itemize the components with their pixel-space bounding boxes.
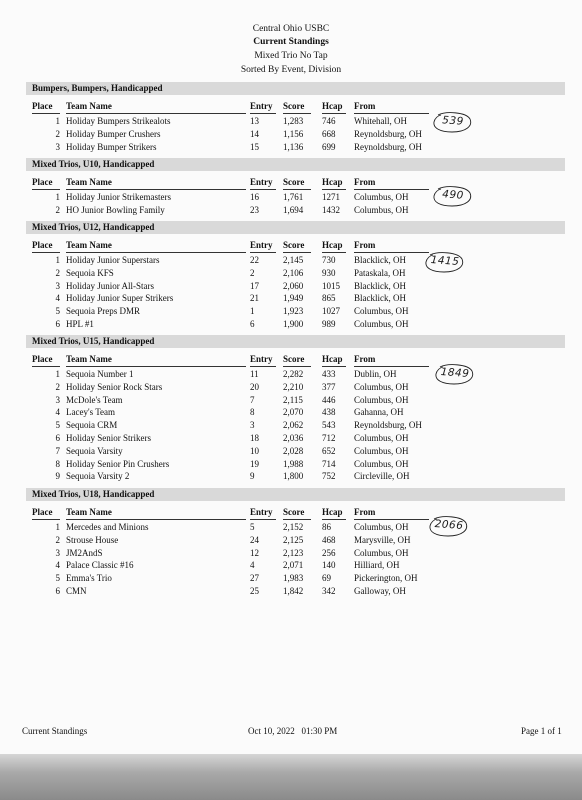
row-hcap: 730: [322, 255, 336, 265]
row-hcap: 652: [322, 445, 336, 456]
row-entry: 15: [250, 141, 259, 152]
col-from: From: [354, 507, 376, 517]
col-score: Score: [283, 354, 305, 364]
row-hcap: 543: [322, 420, 336, 431]
row-place: 4: [55, 560, 60, 571]
row-score: 1,983: [283, 573, 304, 584]
row-score: 1,949: [283, 293, 304, 304]
row-from: Blacklick, OH: [354, 255, 406, 265]
row-hcap: 140: [322, 560, 336, 571]
row-hcap: 668: [322, 128, 336, 139]
row-from: Columbus, OH: [354, 204, 409, 215]
row-entry: 14: [250, 128, 259, 139]
row-from: Circleville, OH: [354, 471, 410, 482]
row-entry: 9: [250, 471, 255, 482]
row-team-name: Sequoia Number 1: [66, 369, 134, 379]
row-place: 1: [55, 192, 60, 202]
column-underline: [66, 252, 246, 253]
section-title: Mixed Trios, U15, Handicapped: [26, 335, 565, 348]
col-entry: Entry: [250, 177, 273, 187]
row-place: 1: [55, 369, 60, 379]
row-hcap: 468: [322, 534, 336, 545]
row-score: 2,106: [283, 267, 304, 278]
handwritten-total: 1415: [430, 254, 460, 268]
row-entry: 20: [250, 381, 259, 392]
column-underline: [322, 366, 346, 367]
row-team-name: Sequoia Varsity 2: [66, 471, 130, 482]
column-underline: [66, 189, 246, 190]
column-underline: [354, 189, 429, 190]
column-underline: [66, 366, 246, 367]
row-hcap: 433: [322, 369, 336, 379]
row-entry: 21: [250, 293, 259, 304]
row-from: Reynoldsburg, OH: [354, 420, 422, 431]
handwritten-total: 539: [441, 114, 465, 128]
column-underline: [322, 519, 346, 520]
row-from: Blacklick, OH: [354, 280, 406, 291]
row-hcap: 1432: [322, 204, 340, 215]
col-entry: Entry: [250, 101, 273, 111]
column-underline: [354, 366, 429, 367]
col-score: Score: [283, 101, 305, 111]
row-team-name: CMN: [66, 586, 87, 596]
row-hcap: 342: [322, 586, 336, 596]
row-entry: 10: [250, 445, 259, 456]
row-place: 5: [55, 306, 60, 317]
row-score: 2,071: [283, 560, 304, 571]
col-entry: Entry: [250, 507, 273, 517]
col-place: Place: [32, 101, 53, 111]
row-team-name: Holiday Junior Strikemasters: [66, 192, 171, 202]
row-team-name: Holiday Bumper Strikers: [66, 141, 157, 152]
footer-datetime: Oct 10, 2022 01:30 PM: [248, 726, 338, 736]
scanner-edge: [0, 754, 582, 800]
row-place: 9: [55, 471, 60, 482]
handwritten-total: 2066: [434, 518, 464, 532]
row-team-name: Sequoia CRM: [66, 420, 118, 431]
column-underline: [354, 252, 429, 253]
column-underline: [250, 519, 276, 520]
section-title: Mixed Trios, U10, Handicapped: [26, 158, 565, 171]
col-hcap: Hcap: [322, 507, 343, 517]
row-hcap: 989: [322, 319, 336, 329]
row-team-name: Sequoia Preps DMR: [66, 306, 140, 317]
col-score: Score: [283, 507, 305, 517]
column-underline: [32, 519, 60, 520]
row-team-name: HPL #1: [66, 319, 94, 329]
row-place: 6: [55, 319, 60, 329]
row-score: 2,282: [283, 369, 304, 379]
row-hcap: 1271: [322, 192, 340, 202]
row-hcap: 1015: [322, 280, 340, 291]
row-score: 2,152: [283, 522, 304, 532]
row-score: 2,060: [283, 280, 304, 291]
row-place: 5: [55, 573, 60, 584]
handwritten-note: [432, 186, 472, 208]
col-score: Score: [283, 240, 305, 250]
section-title: Bumpers, Bumpers, Handicapped: [26, 82, 565, 95]
row-place: 1: [55, 255, 60, 265]
org-name: Central Ohio USBC: [252, 24, 330, 34]
row-place: 5: [55, 420, 60, 431]
row-hcap: 256: [322, 547, 336, 558]
column-underline: [283, 252, 311, 253]
column-underline: [283, 366, 311, 367]
row-hcap: 699: [322, 141, 336, 152]
row-team-name: Holiday Senior Strikers: [66, 433, 151, 443]
row-place: 3: [55, 394, 60, 405]
col-from: From: [354, 240, 376, 250]
row-score: 2,070: [283, 407, 304, 418]
row-place: 2: [55, 267, 60, 278]
column-underline: [250, 366, 276, 367]
row-entry: 8: [250, 407, 255, 418]
column-underline: [66, 519, 246, 520]
handwritten-note: [434, 364, 474, 386]
column-underline: [322, 252, 346, 253]
row-hcap: 69: [322, 573, 331, 584]
column-underline: [283, 189, 311, 190]
row-from: Reynoldsburg, OH: [354, 141, 422, 152]
row-from: Pataskala, OH: [354, 267, 406, 278]
row-team-name: Palace Classic #16: [66, 560, 134, 571]
col-place: Place: [32, 507, 53, 517]
row-team-name: Sequoia KFS: [66, 267, 114, 278]
row-from: Whitehall, OH: [354, 116, 407, 126]
sort-order: Sorted By Event, Division: [240, 65, 342, 75]
report-subtitle: Mixed Trio No Tap: [254, 51, 328, 61]
row-entry: 11: [250, 369, 259, 379]
row-entry: 22: [250, 255, 259, 265]
row-team-name: JM2AndS: [66, 547, 103, 558]
col-team-name: Team Name: [66, 507, 112, 517]
row-entry: 24: [250, 534, 259, 545]
row-from: Columbus, OH: [354, 433, 409, 443]
row-from: Columbus, OH: [354, 394, 409, 405]
row-entry: 3: [250, 420, 255, 431]
row-hcap: 446: [322, 394, 336, 405]
row-place: 1: [55, 522, 60, 532]
row-score: 1,900: [283, 319, 304, 329]
row-team-name: Holiday Junior Super Strikers: [66, 293, 174, 304]
footer-page: Page 1 of 1: [521, 726, 562, 736]
row-hcap: 712: [322, 433, 336, 443]
row-hcap: 746: [322, 116, 336, 126]
row-place: 2: [55, 204, 60, 215]
row-score: 2,145: [283, 255, 304, 265]
column-underline: [250, 113, 276, 114]
column-underline: [322, 113, 346, 114]
row-from: Dublin, OH: [354, 369, 397, 379]
row-score: 1,988: [283, 458, 304, 469]
row-place: 1: [55, 116, 60, 126]
row-place: 4: [55, 407, 60, 418]
column-underline: [354, 113, 429, 114]
row-from: Columbus, OH: [354, 522, 409, 532]
row-entry: 7: [250, 394, 255, 405]
column-underline: [32, 252, 60, 253]
row-from: Columbus, OH: [354, 445, 409, 456]
section-title: Mixed Trios, U18, Handicapped: [26, 488, 565, 501]
row-team-name: McDole's Team: [66, 394, 123, 405]
row-entry: 25: [250, 586, 259, 596]
row-team-name: Holiday Senior Rock Stars: [66, 381, 163, 392]
row-place: 3: [55, 280, 60, 291]
column-underline: [283, 519, 311, 520]
col-place: Place: [32, 354, 53, 364]
row-from: Hilliard, OH: [354, 560, 400, 571]
row-place: 2: [55, 534, 60, 545]
col-hcap: Hcap: [322, 177, 343, 187]
column-underline: [322, 189, 346, 190]
row-team-name: Holiday Junior Superstars: [66, 255, 160, 265]
row-entry: 27: [250, 573, 259, 584]
column-underline: [283, 113, 311, 114]
column-underline: [32, 189, 60, 190]
row-place: 8: [55, 458, 60, 469]
col-team-name: Team Name: [66, 354, 112, 364]
row-hcap: 714: [322, 458, 336, 469]
row-score: 2,028: [283, 445, 304, 456]
row-from: Marysville, OH: [354, 534, 411, 545]
handwritten-note: [428, 516, 468, 538]
col-from: From: [354, 177, 376, 187]
col-from: From: [354, 101, 376, 111]
row-entry: 23: [250, 204, 259, 215]
row-entry: 12: [250, 547, 259, 558]
row-score: 2,123: [283, 547, 304, 558]
row-from: Columbus, OH: [354, 547, 409, 558]
row-from: Galloway, OH: [354, 586, 406, 596]
row-place: 6: [55, 586, 60, 596]
column-underline: [250, 189, 276, 190]
column-underline: [66, 113, 246, 114]
col-score: Score: [283, 177, 305, 187]
row-from: Columbus, OH: [354, 381, 409, 392]
row-place: 7: [55, 445, 60, 456]
row-score: 2,062: [283, 420, 304, 431]
column-underline: [32, 113, 60, 114]
row-place: 2: [55, 381, 60, 392]
row-team-name: Mercedes and Minions: [66, 522, 149, 532]
row-place: 2: [55, 128, 60, 139]
row-entry: 1: [250, 306, 255, 317]
row-entry: 5: [250, 522, 255, 532]
row-hcap: 865: [322, 293, 336, 304]
row-score: 2,210: [283, 381, 304, 392]
row-score: 1,842: [283, 586, 304, 596]
section-title: Mixed Trios, U12, Handicapped: [26, 221, 565, 234]
row-hcap: 377: [322, 381, 336, 392]
column-underline: [32, 366, 60, 367]
row-hcap: 930: [322, 267, 336, 278]
col-team-name: Team Name: [66, 177, 112, 187]
row-from: Columbus, OH: [354, 306, 409, 317]
row-hcap: 752: [322, 471, 336, 482]
row-entry: 19: [250, 458, 259, 469]
row-from: Reynoldsburg, OH: [354, 128, 422, 139]
col-hcap: Hcap: [322, 354, 343, 364]
row-from: Columbus, OH: [354, 319, 409, 329]
row-score: 2,125: [283, 534, 304, 545]
column-underline: [250, 252, 276, 253]
row-place: 3: [55, 547, 60, 558]
row-team-name: Holiday Junior All-Stars: [66, 280, 154, 291]
row-score: 1,136: [283, 141, 304, 152]
row-team-name: Sequoia Varsity: [66, 445, 123, 456]
row-team-name: Holiday Bumpers Strikealots: [66, 116, 171, 126]
row-score: 2,115: [283, 394, 303, 405]
row-score: 1,283: [283, 116, 304, 126]
col-entry: Entry: [250, 240, 273, 250]
row-place: 6: [55, 433, 60, 443]
row-from: Gahanna, OH: [354, 407, 404, 418]
row-team-name: HO Junior Bowling Family: [66, 204, 165, 215]
col-hcap: Hcap: [322, 240, 343, 250]
row-score: 1,800: [283, 471, 304, 482]
row-team-name: Strouse House: [66, 534, 119, 545]
report-title: Current Standings: [253, 37, 329, 47]
handwritten-note: [432, 112, 472, 134]
row-entry: 4: [250, 560, 255, 571]
col-team-name: Team Name: [66, 240, 112, 250]
col-from: From: [354, 354, 376, 364]
handwritten-total: 490: [441, 188, 465, 202]
row-team-name: Emma's Trio: [66, 573, 112, 584]
row-from: Columbus, OH: [354, 458, 409, 469]
row-entry: 17: [250, 280, 259, 291]
row-hcap: 1027: [322, 306, 340, 317]
row-score: 2,036: [283, 433, 304, 443]
col-entry: Entry: [250, 354, 273, 364]
col-place: Place: [32, 240, 53, 250]
row-team-name: Lacey's Team: [66, 407, 116, 418]
handwritten-total: 1849: [440, 366, 470, 380]
row-from: Blacklick, OH: [354, 293, 406, 304]
col-team-name: Team Name: [66, 101, 112, 111]
row-score: 1,761: [283, 192, 304, 202]
row-place: 3: [55, 141, 60, 152]
row-team-name: Holiday Bumper Crushers: [66, 128, 161, 139]
row-entry: 6: [250, 319, 255, 329]
row-score: 1,694: [283, 204, 304, 215]
col-hcap: Hcap: [322, 101, 343, 111]
handwritten-note: [424, 252, 464, 274]
row-hcap: 86: [322, 522, 331, 532]
col-place: Place: [32, 177, 53, 187]
row-entry: 13: [250, 116, 259, 126]
row-score: 1,156: [283, 128, 304, 139]
row-entry: 2: [250, 267, 255, 278]
row-team-name: Holiday Senior Pin Crushers: [66, 458, 170, 469]
row-entry: 18: [250, 433, 259, 443]
row-from: Columbus, OH: [354, 192, 409, 202]
row-hcap: 438: [322, 407, 336, 418]
row-score: 1,923: [283, 306, 304, 317]
row-place: 4: [55, 293, 60, 304]
footer-left: Current Standings: [22, 726, 88, 736]
column-underline: [354, 519, 429, 520]
row-from: Pickerington, OH: [354, 573, 418, 584]
row-entry: 16: [250, 192, 259, 202]
